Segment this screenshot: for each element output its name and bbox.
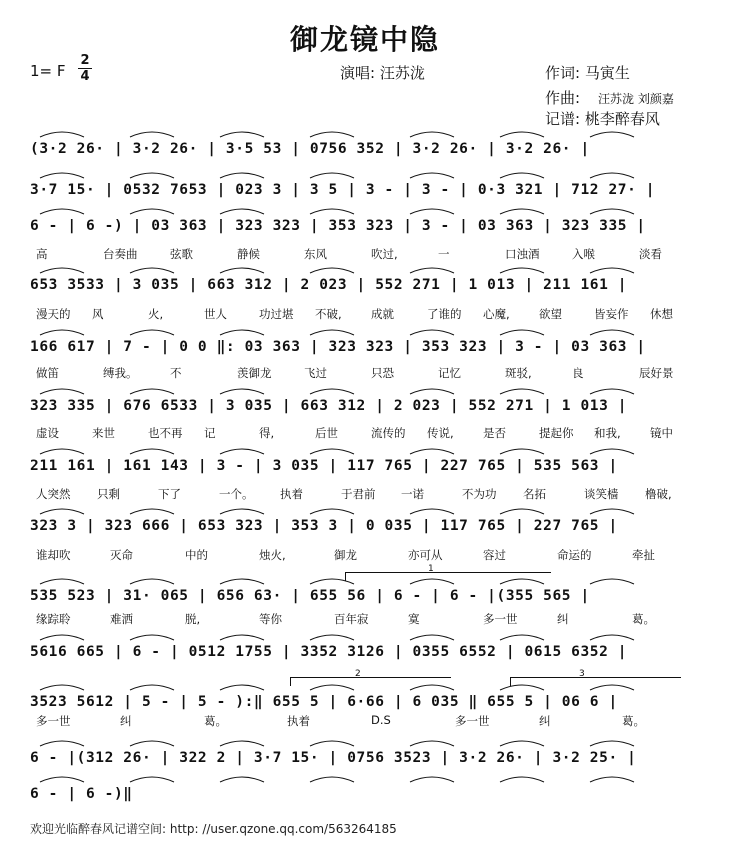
- lyric-word: 做笛: [36, 366, 59, 380]
- lyric-word: 也不再: [148, 426, 183, 440]
- lyric-word: 难洒: [110, 612, 133, 626]
- lyric-word: 台奏曲: [103, 247, 138, 261]
- lyric-word: 谁却吹: [36, 548, 71, 562]
- lyric-line: [30, 306, 700, 320]
- note-line: 653 3533 | 3 035 | 663 312 | 2 023 | 552 271 | 1 013 | 211 161 |: [30, 277, 628, 293]
- lyric-word: 记忆: [438, 366, 461, 380]
- lyric-word: 名拓: [523, 487, 546, 501]
- lyric-word: 口浊酒: [505, 247, 540, 261]
- lyric-word: 斑驳,: [505, 366, 532, 380]
- lyric-word: 多一世: [483, 612, 518, 626]
- notation-row: [30, 454, 700, 478]
- lyric-word: 命运的: [557, 548, 592, 562]
- note-line: 323 3 | 323 666 | 653 323 | 353 3 | 0 035 | 117 765 | 227 765 |: [30, 518, 618, 534]
- lyric-line: [30, 365, 700, 379]
- lyric-word: 纠: [539, 714, 551, 728]
- lyric-word: 流传的: [371, 426, 406, 440]
- lyric-word: 辰好景: [639, 366, 674, 380]
- lyric-word: 皆妄作: [594, 307, 629, 321]
- lyric-word: 纠: [557, 612, 569, 626]
- lyric-word: 多一世: [36, 714, 71, 728]
- notation-row: [30, 137, 700, 161]
- footer-url: 欢迎光临醉春风记谱空间: http: //user.qzone.qq.com/563264185: [30, 822, 397, 836]
- lyric-word: 虚设: [36, 426, 59, 440]
- lyric-word: 脱,: [185, 612, 201, 626]
- lyric-word: 心魔,: [483, 307, 510, 321]
- lyric-word: 只剩: [97, 487, 120, 501]
- notation-row: [30, 746, 700, 770]
- lyric-word: 于君前: [341, 487, 376, 501]
- lyric-word: 谈笑樯: [584, 487, 619, 501]
- lyric-word: 休想: [650, 307, 673, 321]
- key-signature: 1= F: [30, 62, 66, 80]
- lyric-line: [30, 713, 700, 727]
- volta-bracket: [510, 669, 681, 686]
- notation-row: [30, 640, 700, 664]
- lyric-word: 葛。: [622, 714, 645, 728]
- lyric-word: 御龙: [334, 548, 357, 562]
- lyric-word: 了谁的: [427, 307, 462, 321]
- lyric-word: 淡看: [639, 247, 662, 261]
- lyric-word: 葛。: [204, 714, 227, 728]
- lyric-word: 纠: [120, 714, 132, 728]
- lyric-word: 火,: [148, 307, 164, 321]
- volta-number: 3: [579, 669, 585, 679]
- lyric-word: 不为功: [462, 487, 497, 501]
- lyric-word: 后世: [315, 426, 338, 440]
- lyric-word: 缚我。: [103, 366, 138, 380]
- note-line: 6 - | 6 -)‖: [30, 786, 133, 802]
- lyric-word: 和我,: [594, 426, 621, 440]
- lyric-line: [30, 425, 700, 439]
- notation-row: [30, 782, 700, 806]
- singer-credit: 演唱: 汪苏泷: [340, 64, 425, 82]
- lyric-word: 一诺: [401, 487, 424, 501]
- note-line: 3·7 15· | 0532 7653 | 023 3 | 3 5 | 3 - | 3 - | 0·3 321 | 712 27· |: [30, 182, 656, 198]
- note-line: 5616 665 | 6 - | 0512 1755 | 3352 3126 | 0355 6552 | 0615 6352 |: [30, 644, 628, 660]
- lyricist-credit: 作词: 马寅生: [545, 64, 630, 82]
- lyric-word: 飞过: [304, 366, 327, 380]
- lyric-word: 漫天的: [36, 307, 71, 321]
- volta-bracket: [345, 564, 551, 581]
- lyric-word: 吹过,: [371, 247, 398, 261]
- lyric-line: [30, 611, 700, 625]
- lyric-word: 是否: [483, 426, 506, 440]
- lyric-word: 成就: [371, 307, 394, 321]
- lyric-word: 羡御龙: [237, 366, 272, 380]
- lyric-word: 缘踪聆: [36, 612, 71, 626]
- notation-row: [30, 690, 700, 714]
- notation-row: [30, 394, 700, 418]
- volta-number: 2: [355, 669, 361, 679]
- lyric-word: 传说,: [427, 426, 454, 440]
- lyric-word: 灭命: [110, 548, 133, 562]
- lyric-word: 来世: [92, 426, 115, 440]
- lyric-line: [30, 246, 700, 260]
- lyric-word: 葛。: [632, 612, 655, 626]
- notation-row: [30, 335, 700, 359]
- lyric-word: 欲望: [539, 307, 562, 321]
- lyric-word: 中的: [185, 548, 208, 562]
- lyric-word: 功过堪: [259, 307, 294, 321]
- lyric-word: 得,: [259, 426, 275, 440]
- lyric-word: 镜中: [650, 426, 673, 440]
- time-signature: [76, 54, 94, 83]
- lyric-word: 不: [170, 366, 182, 380]
- composer-credit: 汪苏泷 刘颜嘉: [598, 92, 674, 106]
- note-line: (3·2 26· | 3·2 26· | 3·5 53 | 0756 352 | 3·2 26· | 3·2 26· |: [30, 141, 590, 157]
- lyric-word: 良: [572, 366, 584, 380]
- lyric-word: 执着: [287, 714, 310, 728]
- lyric-word: 人突然: [36, 487, 71, 501]
- lyric-word: 风: [92, 307, 104, 321]
- notation-row: [30, 514, 700, 538]
- lyric-word: 记: [204, 426, 216, 440]
- lyric-word: 多一世: [455, 714, 490, 728]
- lyric-word: D.S: [371, 713, 391, 727]
- lyric-word: 烛火,: [259, 548, 286, 562]
- note-line: 3523 5612 | 5 - | 5 - ):‖ 655 5 | 6·66 | 6 035 ‖ 655 5 | 06 6 |: [30, 694, 618, 710]
- lyric-word: 一个。: [219, 487, 254, 501]
- note-line: 6 - |(312 26· | 322 2 | 3·7 15· | 0756 3523 | 3·2 26· | 3·2 25· |: [30, 750, 637, 766]
- time-top: 2: [80, 53, 90, 68]
- lyric-word: 不破,: [315, 307, 342, 321]
- note-line: 323 335 | 676 6533 | 3 035 | 663 312 | 2 023 | 552 271 | 1 013 |: [30, 398, 628, 414]
- lyric-word: 高: [36, 247, 48, 261]
- lyric-word: 亦可从: [408, 548, 443, 562]
- note-line: 166 617 | 7 - | 0 0 ‖: 03 363 | 323 323 | 353 323 | 3 - | 03 363 |: [30, 339, 646, 355]
- notation-row: [30, 273, 700, 297]
- lyric-word: 下了: [158, 487, 181, 501]
- transcriber-credit: 记谱: 桃李醉春风: [545, 110, 660, 128]
- lyric-word: 牵扯: [632, 548, 655, 562]
- song-title: 御龙镜中隐: [289, 23, 440, 56]
- lyric-word: 东风: [304, 247, 327, 261]
- lyric-word: 静候: [237, 247, 260, 261]
- lyric-word: 百年寂: [334, 612, 369, 626]
- lyric-word: 寞: [408, 612, 420, 626]
- note-line: 6 - | 6 -) | 03 363 | 323 323 | 353 323 | 3 - | 03 363 | 323 335 |: [30, 218, 646, 234]
- note-line: 535 523 | 31· 065 | 656 63· | 655 56 | 6 - | 6 - |(355 565 |: [30, 588, 590, 604]
- notation-row: [30, 584, 700, 608]
- lyric-line: [30, 547, 700, 561]
- lyric-word: 弦歌: [170, 247, 193, 261]
- lyric-word: 等你: [259, 612, 282, 626]
- lyric-word: 执着: [280, 487, 303, 501]
- notation-row: [30, 214, 700, 238]
- time-bottom: 4: [80, 69, 90, 84]
- volta-number: 1: [428, 564, 434, 574]
- lyric-word: 提起你: [539, 426, 574, 440]
- lyric-word: 橹破,: [645, 487, 672, 501]
- lyric-word: 容过: [483, 548, 506, 562]
- lyric-word: 只恐: [371, 366, 394, 380]
- lyric-line: [30, 486, 700, 500]
- lyric-word: 入喉: [572, 247, 595, 261]
- composer-label: 作曲:: [545, 89, 581, 107]
- notation-row: [30, 178, 700, 202]
- lyric-word: 世人: [204, 307, 227, 321]
- volta-bracket: [290, 669, 451, 686]
- note-line: 211 161 | 161 143 | 3 - | 3 035 | 117 765 | 227 765 | 535 563 |: [30, 458, 618, 474]
- lyric-word: 一: [438, 247, 450, 261]
